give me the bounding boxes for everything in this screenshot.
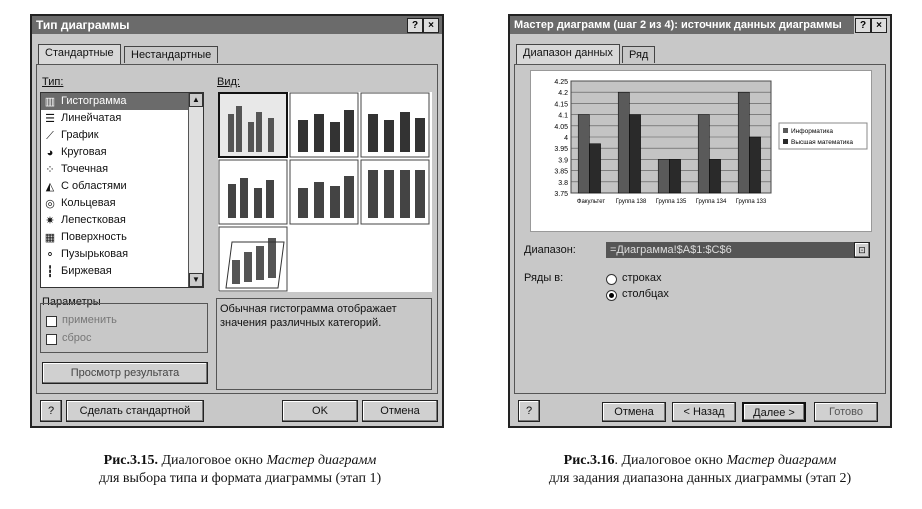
legend-swatch: [783, 128, 788, 133]
range-input[interactable]: [606, 242, 868, 258]
chart-type-item[interactable]: [41, 263, 189, 280]
chart-type-label: График: [61, 129, 99, 141]
chart-type-label: С областями: [61, 180, 127, 192]
area-chart-icon: ◭: [45, 180, 55, 193]
chart-type-item[interactable]: [41, 93, 189, 110]
bar-2-1: [589, 144, 600, 193]
params-label: Параметры: [42, 296, 101, 308]
radar-chart-icon: ✷: [45, 214, 55, 227]
caption2-number: Рис.3.16: [563, 453, 615, 468]
bar-1-2: [618, 92, 629, 193]
x-tick-label: Группа 133: [735, 199, 767, 205]
tab-standard[interactable]: Стандартные: [38, 44, 121, 65]
subtype-grid: [218, 92, 432, 292]
range-value: =Диаграмма!$A$1:$C$6: [610, 244, 732, 256]
bubble-chart-icon: ⚬: [45, 248, 55, 261]
caption2-italic: Мастер диаграмм: [726, 453, 837, 468]
chart-type-label: Линейчатая: [61, 112, 122, 124]
bar-1-1: [578, 115, 589, 193]
close-button[interactable]: ×: [871, 18, 887, 33]
subtype-3d-column: [219, 227, 287, 291]
rows-label: строках: [622, 272, 662, 284]
apply-label: применить: [62, 314, 117, 326]
help-icon: ?: [525, 405, 533, 417]
tab-series[interactable]: Ряд: [622, 46, 655, 63]
help-button[interactable]: ?: [407, 18, 423, 33]
legend-label: Высшая математика: [791, 139, 854, 146]
cancel-button[interactable]: Отмена: [362, 400, 438, 422]
bar-1-3: [658, 159, 669, 193]
y-tick-label: 3.8: [558, 179, 568, 187]
subtype-thumbnails[interactable]: [218, 92, 432, 292]
scatter-chart-icon: ⁘: [45, 163, 55, 176]
y-tick-label: 4.1: [558, 112, 568, 120]
close-button[interactable]: ×: [423, 18, 439, 33]
finish-button[interactable]: Готово: [814, 402, 878, 422]
caption1-text: Диалоговое окно: [157, 453, 267, 468]
columns-label: столбцах: [622, 288, 669, 300]
chart-type-list[interactable]: [40, 92, 204, 288]
caption1-italic: Мастер диаграмм: [266, 453, 377, 468]
next-button[interactable]: Далее >: [742, 402, 806, 422]
chart-type-item[interactable]: [41, 178, 189, 195]
dialog-title: Мастер диаграмм (шаг 2 из 4): источник данных диаграммы: [510, 16, 854, 34]
series-in-label: Ряды в:: [524, 272, 564, 284]
figure-caption-2: [484, 452, 916, 488]
help-icon: ?: [47, 405, 55, 417]
preview-chart: [531, 71, 871, 231]
chart-type-label: Поверхность: [61, 231, 127, 243]
columns-radio[interactable]: [606, 290, 617, 301]
chart-type-item[interactable]: [41, 246, 189, 263]
params-group: [40, 303, 208, 353]
preview-button[interactable]: Просмотр результата: [42, 362, 208, 384]
y-tick-label: 4: [564, 135, 568, 142]
stock-chart-icon: ┇: [46, 265, 54, 278]
reset-checkbox[interactable]: [46, 334, 57, 345]
bar-1-4: [698, 115, 709, 193]
chart-type-dialog: [30, 14, 444, 428]
legend-label: Информатика: [791, 128, 833, 135]
reset-label: сброс: [62, 332, 92, 344]
bar-2-4: [709, 159, 720, 193]
bar-2-2: [629, 115, 640, 193]
legend-swatch: [783, 139, 788, 144]
pie-chart-icon: ◕: [46, 146, 54, 159]
x-tick-label: Группа 138: [615, 199, 647, 205]
chart-type-item[interactable]: [41, 195, 189, 212]
y-tick-label: 4.25: [554, 79, 568, 86]
chart-type-label: Кольцевая: [61, 197, 116, 209]
chart-preview: [530, 70, 872, 232]
help-button[interactable]: ?: [855, 18, 871, 33]
help-icon-button[interactable]: [518, 400, 540, 422]
apply-checkbox[interactable]: [46, 316, 57, 327]
chart-type-item[interactable]: [41, 110, 189, 127]
bar-1-5: [738, 92, 749, 193]
set-default-button[interactable]: Сделать стандартной: [66, 400, 204, 422]
caption2-line2: для задания диапазона данных диаграммы (этап 2): [548, 471, 852, 486]
dialog-title: Тип диаграммы: [32, 16, 442, 34]
y-tick-label: 4.2: [558, 90, 568, 98]
cancel-button[interactable]: Отмена: [602, 402, 666, 422]
line-chart-icon: ⟋: [46, 129, 54, 142]
y-tick-label: 4.15: [554, 101, 568, 109]
bar-2-5: [749, 137, 760, 193]
range-collapse-button[interactable]: [854, 242, 870, 258]
chart-type-label: Биржевая: [61, 265, 112, 277]
caption1-line2: для выбора типа и формата диаграммы (этап 1): [98, 471, 382, 486]
x-tick-label: Группа 135: [655, 199, 687, 205]
x-tick-label: Группа 134: [695, 199, 727, 205]
chart-type-item[interactable]: [41, 127, 189, 144]
bar-2-3: [669, 159, 680, 193]
bar-chart-icon: ☰: [45, 112, 55, 125]
list-scrollbar[interactable]: [188, 93, 203, 287]
chart-type-label: Гистограмма: [61, 95, 127, 107]
back-button[interactable]: < Назад: [672, 402, 736, 422]
type-label: Тип:: [42, 76, 64, 88]
rows-radio[interactable]: [606, 274, 617, 285]
y-tick-label: 4.05: [554, 123, 568, 131]
y-tick-label: 3.75: [554, 191, 568, 198]
chart-type-label: Лепестковая: [61, 214, 126, 226]
range-label: Диапазон:: [524, 244, 576, 256]
column-chart-icon: ▥: [44, 95, 56, 108]
collapse-icon: ⊡: [858, 245, 866, 255]
y-tick-label: 3.85: [554, 168, 568, 176]
ok-button[interactable]: OK: [282, 400, 358, 422]
chart-type-item[interactable]: [41, 161, 189, 178]
chart-type-item[interactable]: [41, 212, 189, 229]
help-icon-button[interactable]: [40, 400, 62, 422]
surface-chart-icon: ▦: [44, 231, 56, 244]
chart-type-item[interactable]: [41, 144, 189, 161]
tab-custom[interactable]: Нестандартные: [124, 46, 218, 63]
tab-data-range[interactable]: Диапазон данных: [516, 44, 620, 65]
chart-type-label: Пузырьковая: [61, 248, 129, 260]
x-tick-label: Факультет: [576, 199, 606, 205]
figure-caption-1: [20, 452, 460, 488]
caption1-number: Рис.3.15.: [103, 453, 158, 468]
chart-type-label: Точечная: [61, 163, 109, 175]
scroll-up-button[interactable]: ▲: [189, 93, 203, 107]
chart-wizard-step2-dialog: [508, 14, 892, 428]
caption2-text: . Диалоговое окно: [614, 453, 727, 468]
chart-type-label: Круговая: [61, 146, 107, 158]
scroll-down-button[interactable]: ▼: [189, 273, 203, 287]
chart-type-item[interactable]: [41, 229, 189, 246]
doughnut-chart-icon: ◎: [45, 197, 55, 210]
y-tick-label: 3.9: [558, 157, 568, 165]
y-tick-label: 3.95: [554, 146, 568, 154]
view-label: Вид:: [217, 76, 240, 88]
chart-description: Обычная гистограмма отображает значения различных категорий.: [220, 303, 397, 329]
